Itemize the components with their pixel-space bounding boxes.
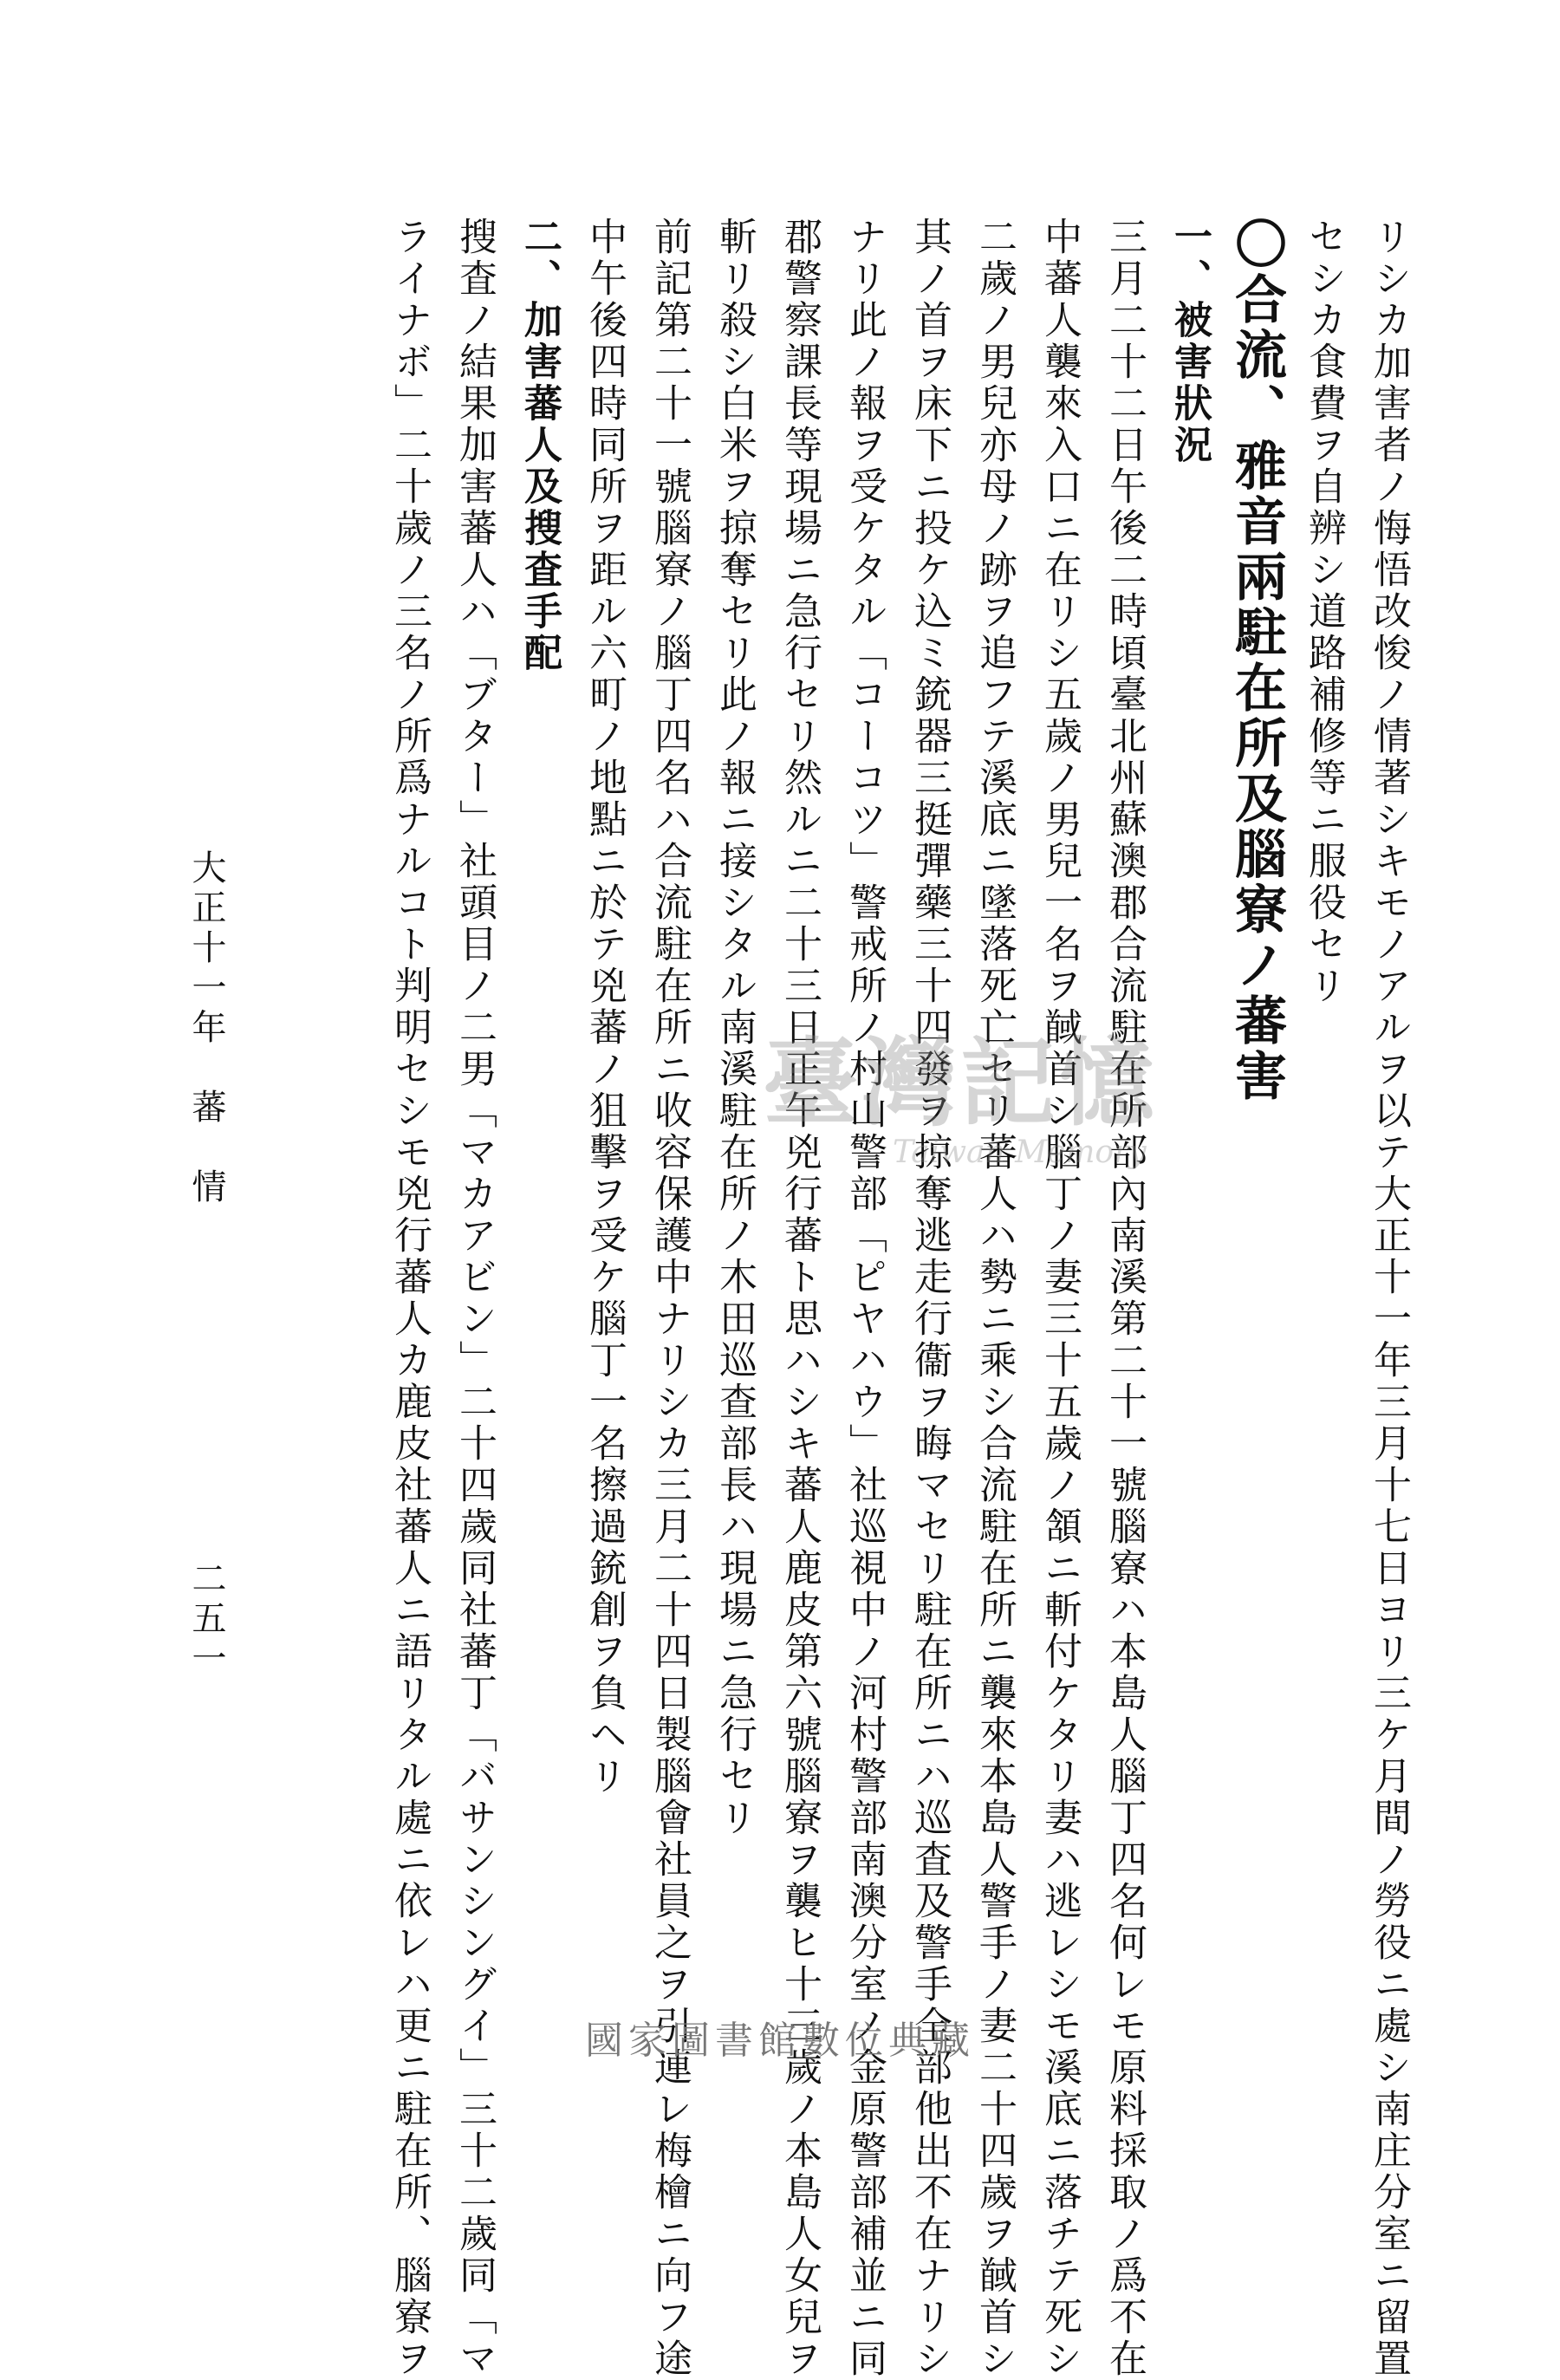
subheading-damage: 一、被害狀況 bbox=[1167, 217, 1212, 466]
title-circle-mark: 〇 bbox=[1226, 217, 1287, 272]
paragraph-line: ナリ此ノ報ヲ受ケタル「コーコツ」警戒所ノ村山警部「ピヤハウ」社巡視中ノ河村警部南澳分室ノ金原警部補並ニ同 bbox=[842, 217, 887, 2380]
paragraph-line: 前記第二十一號腦寮ノ腦丁四名ハ合流駐在所ニ收容保護中ナリシカ三月二十四日製腦會社員之ヲ引連レ梅檜ニ向フ途 bbox=[647, 217, 692, 2380]
paragraph-line: 三月二十二日午後二時頃臺北州蘇澳郡合流駐在所部內南溪第二十一號腦寮ハ本島人腦丁四名何レモ原料採取ノ爲不在 bbox=[1102, 217, 1147, 2380]
paragraph-line: 二歲ノ男兒亦母ノ跡ヲ追フテ溪底ニ墜落死亡セリ蕃人ハ勢ニ乘シ合流駐在所ニ襲來本島人警手ノ妻二十四歲ヲ馘首シ bbox=[972, 217, 1017, 2380]
continuation-line-2: セシカ食費ヲ自辨シ道路補修等ニ服役セリ bbox=[1302, 217, 1346, 1007]
subheading-perpetrators: 二、加害蕃人及搜査手配 bbox=[517, 217, 562, 674]
running-footer: 大正十一年 蕃 情 bbox=[186, 849, 226, 1208]
library-footer: 國家圖書館數位典藏 bbox=[585, 2019, 975, 2063]
paragraph-line: ライナボ」二十歲ノ三名ノ所爲ナルコト判明セシモ兇行蕃人カ鹿皮社蕃人ニ語リタル處ニ依レハ更ニ駐在所、腦寮ヲ bbox=[387, 217, 432, 2380]
paragraph-line: 中午後四時同所ヲ距ル六町ノ地點ニ於テ兇蕃ノ狙擊ヲ受ケ腦丁一名擦過銃創ヲ負ヘリ bbox=[582, 217, 627, 1798]
paragraph-line: 中蕃人襲來入口ニ在リシ五歲ノ男兒一名ヲ馘首シ腦丁ノ妻三十五歲ノ頷ニ斬付ケタリ妻ハ逃レシモ溪底ニ落チテ死シ bbox=[1037, 217, 1082, 2380]
paragraph-line: 斬リ殺シ白米ヲ掠奪セリ此ノ報ニ接シタル南溪駐在所ノ木田巡查部長ハ現場ニ急行セリ bbox=[712, 217, 757, 1839]
page-number: 二五一 bbox=[186, 1560, 226, 1680]
paragraph-line: 其ノ首ヲ床下ニ投ケ込ミ銃器三挺彈藥三十四發ヲ掠奪逃走行衞ヲ晦マセリ駐在所ニハ巡査及警手全部他出不在ナリシ bbox=[907, 217, 952, 2380]
watermark-en: Taiwan Memory bbox=[893, 1135, 1147, 1170]
paragraph-line: 搜査ノ結果加害蕃人ハ「ブター」社頭目ノ二男「マカアビン」二十四歲同社蕃丁「バサンシングイ」三十二歲同「マ bbox=[452, 217, 497, 2380]
continuation-line-1: リシカ加害者ノ悔悟改悛ノ情著シキモノアルヲ以テ大正十一年三月十七日ヨリ三ケ月間ノ勞役ニ處シ南庄分室ニ留置 bbox=[1367, 217, 1411, 2380]
section-title bbox=[1222, 217, 1291, 1863]
watermark-cjk: 臺灣記憶 bbox=[763, 1027, 1158, 1139]
paragraph-line: 郡警察課長等現場ニ急行セリ然ルニ二十三日正午兇行蕃ト思ハシキ蕃人鹿皮第六號腦寮ヲ襲ヒ十三歲ノ本島人女兒ヲ bbox=[777, 217, 822, 2380]
title-text: 合流、雅音兩駐在所及腦寮ノ蕃害 bbox=[1226, 272, 1287, 1104]
